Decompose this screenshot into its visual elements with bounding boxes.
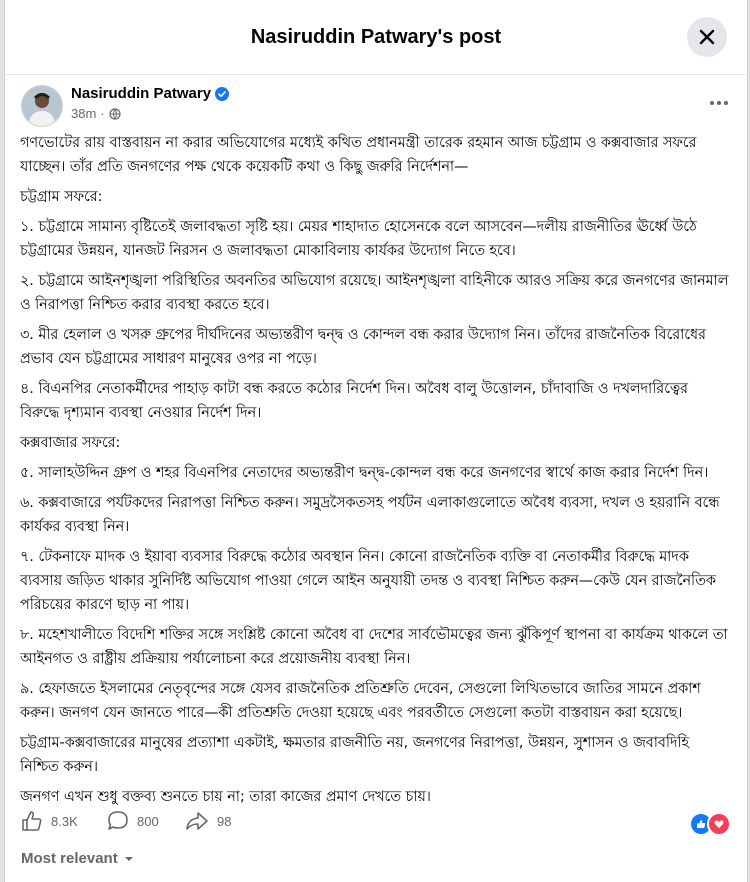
like-button[interactable] (21, 810, 78, 832)
post-paragraph: ৭. টেকনাফে মাদক ও ইয়াবা ব্যবসার বিরুদ্ধে কঠোর অবস্থান নিন। কোনো রাজনৈতিক ব্যক্তি বা নেতাকর্মীর বিরুদ্ধে মাদক ব্যবসায় জড়িত থাকার সুনির্দিষ্ট অভিযোগ পাওয়া গেলে আইন অনুযায়ী তদন্ত ও ব্যবস্থা নিশ্চিত করুন—কেউ যেন রাজনৈতিক পরিচয়ের কারণে ছাড় না পায়। (20, 549, 716, 613)
post-time[interactable]: 38m (71, 106, 97, 121)
avatar-photo (22, 86, 62, 126)
meta-separator: · (100, 106, 105, 121)
post-text (5, 131, 747, 809)
close-icon (697, 27, 717, 47)
post-paragraph: ৪. বিএনপির নেতাকর্মীদের পাহাড় কাটা বন্ধ করতে কঠোর নির্দেশ দিন। অবৈধ বালু উত্তোলন, চাঁদাবাজি ও দখলদারিত্বের বিরুদ্ধে দৃশ্যমান ব্যবস্থা নেওয়ার নির্দেশ দিন। (20, 381, 688, 421)
author-name[interactable]: Nasiruddin Patwary (71, 85, 212, 102)
post-paragraph: ৬. কক্সবাজারে পর্যটকদের নিরাপত্তা নিশ্চিত করুন। সমুদ্রসৈকতসহ পর্যটন এলাকাগুলোতে অবৈধ ব্যবসা, দখল ও হয়রানি বন্ধে কার্যকর ব্যবস্থা নিন। (20, 495, 720, 535)
globe-icon (109, 108, 121, 120)
post-paragraph: জনগণ এখন শুধু বক্তব্য শুনতে চায় না; তারা কাজের প্রমাণ দেখতে চায়। (20, 789, 431, 805)
author-name-line (71, 85, 229, 102)
dialog-header (5, 0, 747, 75)
sort-label: Most relevant (21, 850, 118, 867)
like-icon (21, 810, 43, 832)
more-options-button[interactable] (705, 93, 733, 113)
share-count: 98 (217, 813, 232, 829)
close-button[interactable] (687, 17, 727, 57)
post-meta (71, 106, 121, 121)
verified-badge-icon (215, 87, 229, 101)
post-paragraph: চট্টগ্রাম-কক্সবাজারের মানুষের প্রত্যাশা একটাই, ক্ষমতার রাজনীতি নয়, জনগণের নিরাপত্তা, উন্নয়ন, সুশাসন ও জবাবদিহি নিশ্চিত করুন। (20, 735, 690, 775)
post-dialog (4, 0, 748, 882)
post-paragraph: ৫. সালাহউদ্দিন গ্রুপ ও শহর বিএনপির নেতাদের অভ্যন্তরীণ দ্বন্দ্ব-কোন্দল বন্ধ করে জনগণের স্বার্থে কাজ করার নির্দেশ দিন। (20, 465, 709, 481)
post-paragraph: ৮. মহেশখালীতে বিদেশি শক্তির সঙ্গে সংশ্লিষ্ট কোনো অবৈধ বা দেশের সার্বভৌমত্বের জন্য ঝুঁকিপূর্ণ স্থাপনা বা কার্যক্রম থাকলে তা আইনগত ও রাষ্ট্রীয় প্রক্রিয়ায় পর্যালোচনা করে প্রয়োজনীয় ব্যবস্থা নিন। (20, 627, 728, 667)
share-button[interactable] (185, 810, 231, 832)
reactions-summary[interactable] (689, 812, 731, 836)
share-icon (185, 810, 209, 832)
avatar[interactable] (21, 85, 63, 127)
post-paragraph: চট্টগ্রাম সফরে: (20, 189, 103, 205)
post-paragraph: গণভোটের রায় বাস্তবায়ন না করার অভিযোগের মধ্যেই কথিত প্রধানমন্ত্রী তারেক রহমান আজ চট্টগ্রাম ও কক্সবাজার সফরে যাচ্ছেন। তাঁর প্রতি জনগণের পক্ষ থেকে কয়েকটি কথা ও কিছু জরুরি নির্দেশনা— (20, 135, 697, 175)
post-paragraph: কক্সবাজার সফরে: (20, 435, 121, 451)
comment-count: 800 (137, 813, 159, 829)
post-stats (5, 804, 747, 840)
post-paragraph: ১. চট্টগ্রামে সামান্য বৃষ্টিতেই জলাবদ্ধতা সৃষ্টি হয়। মেয়র শাহাদাত হোসেনকে বলে আসবেন—দলীয় রাজনীতির ঊর্ধ্বে উঠে চট্টগ্রামের উন্নয়ন, যানজট নিরসন ও জলাবদ্ধতা মোকাবিলায় কার্যকর উদ্যোগ নিতে হবে। (20, 219, 697, 259)
post-paragraph: ৯. হেফাজতে ইসলামের নেতৃবৃন্দের সঙ্গে যেসব রাজনৈতিক প্রতিশ্রুতি দেবেন, সেগুলো লিখিতভাবে জাতির সামনে প্রকাশ করুন। জনগণ যেন জানতে পারে—কী প্রতিশ্রুতি দেওয়া হয়েছে এবং পরবর্তীতে সেগুলো কতটা বাস্তবায়ন করা হয়েছে। (20, 681, 701, 721)
comment-button[interactable] (107, 810, 159, 832)
comment-icon (107, 810, 129, 832)
post-paragraph: ৩. মীর হেলাল ও খসরু গ্রুপের দীর্ঘদিনের অভ্যন্তরীণ দ্বন্দ্ব ও কোন্দল বন্ধ করার উদ্যোগ নিন। তাঁদের রাজনৈতিক বিরোধের প্রভাব যেন চট্টগ্রামের সাধারণ মানুষের ওপর না পড়ে। (20, 327, 706, 367)
like-count: 8.3K (51, 813, 78, 829)
post-author (5, 85, 747, 135)
love-reaction-icon (707, 812, 731, 836)
more-options-icon (709, 100, 729, 106)
chevron-down-icon (124, 855, 134, 863)
post-paragraph: ২. চট্টগ্রামে আইনশৃঙ্খলা পরিস্থিতির অবনতির অভিযোগ রয়েছে। আইনশৃঙ্খলা বাহিনীকে আরও সক্রিয় করে জনগণের জানমাল ও নিরাপত্তা নিশ্চিত করার ব্যবস্থা করতে হবে। (20, 273, 729, 313)
comment-sort-dropdown[interactable] (21, 850, 134, 867)
dialog-title: Nasiruddin Patwary's post (250, 25, 502, 48)
